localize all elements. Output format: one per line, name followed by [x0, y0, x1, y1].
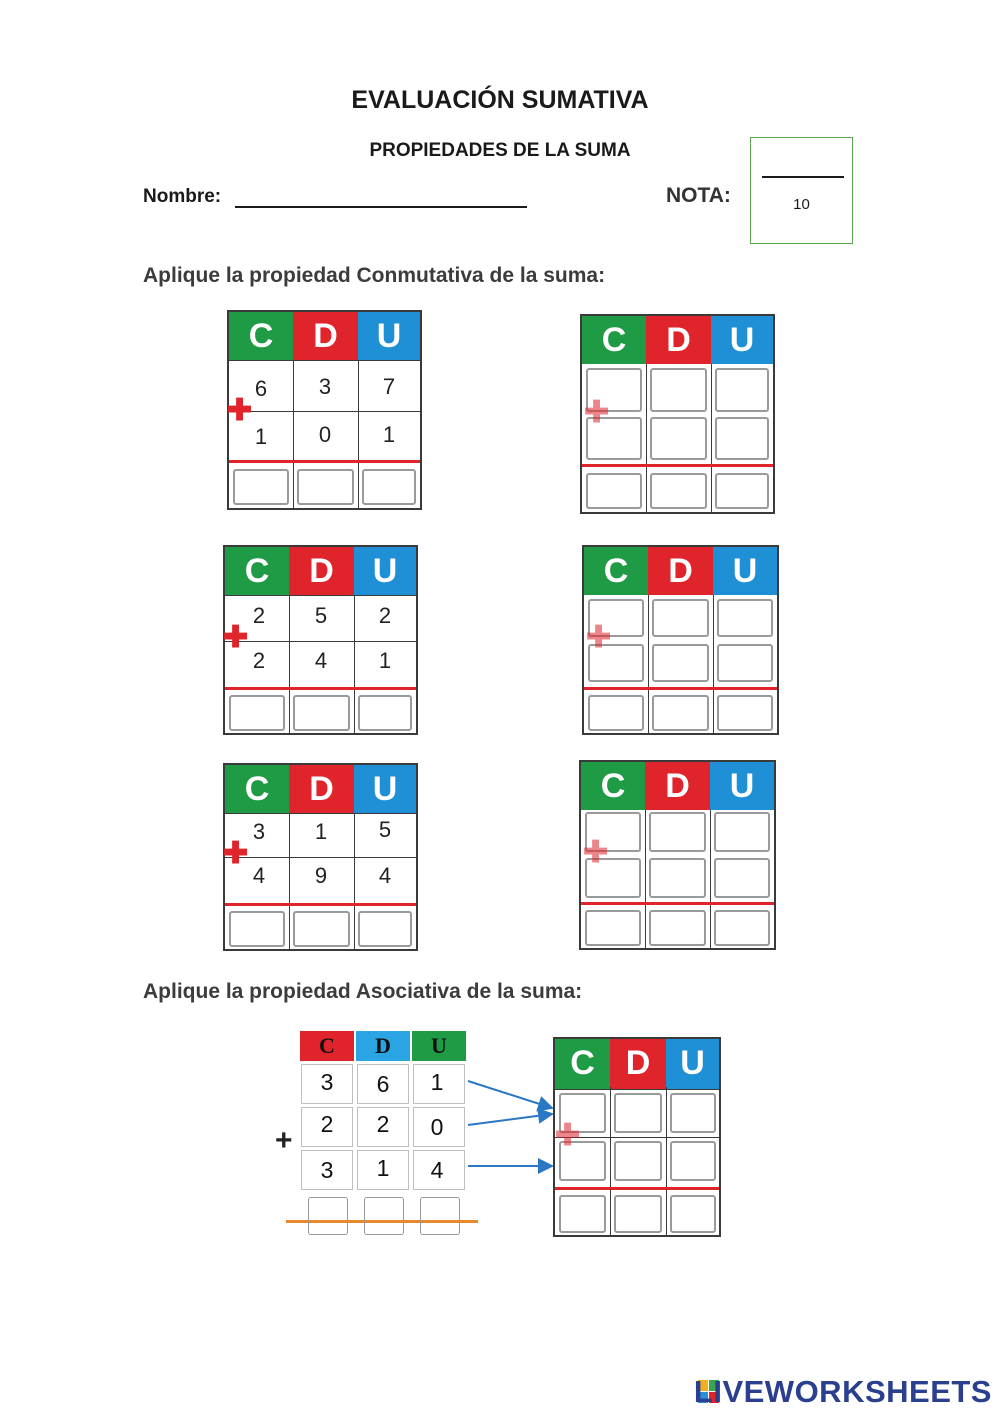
answer-box[interactable] [297, 469, 354, 505]
col-header-u: U [713, 547, 777, 595]
answer-box[interactable] [717, 695, 773, 731]
answer-box[interactable] [714, 858, 770, 898]
asociativa-answer-grid [553, 1037, 721, 1237]
answer-box[interactable] [670, 1141, 716, 1181]
digit-cell: 1 [378, 648, 392, 673]
answer-box[interactable] [715, 473, 769, 509]
col-header-d: D [645, 762, 710, 810]
exercise-1-given-grid [227, 310, 422, 510]
answer-box[interactable] [650, 473, 707, 509]
col-header-d: D [289, 765, 354, 813]
answer-box[interactable] [614, 1093, 662, 1133]
asociativa-given-grid [300, 1031, 466, 1239]
association-arrows [460, 1070, 560, 1180]
digit-cell: 1 [430, 1069, 444, 1095]
answer-box[interactable] [670, 1195, 716, 1233]
exercise-2-answer-grid [582, 545, 779, 735]
digit-cell: 7 [382, 374, 396, 399]
nota-box [750, 137, 853, 244]
exercise-3-given-grid [223, 763, 418, 951]
digit-cell: 4 [378, 863, 392, 888]
answer-box[interactable] [420, 1197, 460, 1235]
col-header-d: D [610, 1039, 666, 1089]
answer-box[interactable] [586, 473, 642, 509]
digit-cell: 6 [254, 376, 268, 401]
answer-box[interactable] [293, 911, 350, 947]
section-conmutativa-title: Aplique la propiedad Conmutativa de la suma: [143, 264, 606, 287]
answer-box[interactable] [364, 1197, 404, 1235]
col-header-d: D [648, 547, 713, 595]
answer-box[interactable] [233, 469, 289, 505]
answer-box[interactable] [650, 417, 707, 460]
plus-icon: ✚ [584, 396, 610, 429]
digit-cell: 2 [378, 603, 392, 628]
col-header-u: U [354, 765, 416, 813]
digit-cell: 1 [376, 1155, 390, 1181]
answer-box[interactable] [358, 911, 412, 947]
answer-box[interactable] [652, 644, 709, 682]
col-header-u: U [358, 312, 420, 360]
page-title: EVALUACIÓN SUMATIVA [351, 86, 649, 114]
answer-box[interactable] [715, 368, 769, 412]
brand-wordmark: LIVEWORKSHEETS [693, 1374, 992, 1409]
answer-box[interactable] [670, 1093, 716, 1133]
digit-cell: 5 [314, 603, 328, 628]
col-header-u: U [412, 1031, 466, 1061]
answer-box[interactable] [559, 1195, 606, 1233]
col-header-u: U [711, 316, 773, 364]
col-header-c: C [229, 312, 293, 360]
exercise-3-answer-grid [579, 760, 776, 950]
digit-cell: 3 [320, 1069, 334, 1095]
answer-box[interactable] [714, 812, 770, 852]
col-header-c: C [555, 1039, 610, 1089]
digit-cell: 1 [254, 424, 268, 449]
plus-icon: ✚ [586, 621, 612, 654]
digit-cell: 1 [314, 819, 328, 844]
answer-box[interactable] [358, 695, 412, 731]
digit-cell: 3 [320, 1157, 334, 1183]
answer-box[interactable] [293, 695, 350, 731]
plus-icon: ✚ [583, 836, 609, 869]
answer-box[interactable] [362, 469, 416, 505]
name-input-line[interactable] [235, 206, 527, 208]
col-header-c: C [582, 316, 646, 364]
col-header-u: U [666, 1039, 719, 1089]
col-header-u: U [710, 762, 774, 810]
col-header-c: C [225, 765, 289, 813]
digit-cell: 2 [252, 603, 266, 628]
answer-box[interactable] [714, 910, 770, 946]
digit-cell: 4 [252, 863, 266, 888]
digit-cell: 3 [252, 819, 266, 844]
digit-cell: 9 [314, 863, 328, 888]
digit-cell: 6 [376, 1071, 390, 1097]
col-header-c: C [300, 1031, 354, 1061]
answer-box[interactable] [229, 695, 285, 731]
answer-box[interactable] [585, 910, 641, 946]
digit-cell: 2 [320, 1111, 334, 1137]
answer-box[interactable] [588, 695, 644, 731]
page-subtitle: PROPIEDADES DE LA SUMA [369, 140, 631, 161]
answer-box[interactable] [614, 1195, 662, 1233]
answer-box[interactable] [649, 910, 706, 946]
col-header-c: C [225, 547, 289, 595]
digit-cell: 4 [314, 648, 328, 673]
plus-icon: ✚ [555, 1119, 581, 1152]
answer-box[interactable] [715, 417, 769, 460]
digit-cell: 4 [430, 1157, 444, 1183]
digit-cell: 2 [376, 1111, 390, 1137]
answer-box[interactable] [717, 599, 773, 637]
plus-icon: ✚ [223, 621, 249, 654]
nota-label: NOTA: [666, 184, 731, 207]
digit-cell: 0 [318, 422, 332, 447]
digit-cell: 3 [318, 374, 332, 399]
digit-cell: 0 [430, 1114, 444, 1140]
answer-box[interactable] [229, 911, 285, 947]
digit-cell: 2 [252, 648, 266, 673]
nota-score-input[interactable] [762, 176, 844, 178]
col-header-c: C [581, 762, 645, 810]
exercise-1-answer-grid [580, 314, 775, 514]
col-header-d: D [646, 316, 711, 364]
col-header-c: C [584, 547, 648, 595]
digit-cell: 5 [378, 817, 392, 842]
answer-box[interactable] [717, 644, 773, 682]
answer-box[interactable] [650, 368, 707, 412]
nota-denominator: 10 [793, 196, 810, 213]
answer-box[interactable] [614, 1141, 662, 1181]
col-header-d: D [293, 312, 358, 360]
col-header-d: D [289, 547, 354, 595]
plus-sign: + [275, 1124, 293, 1157]
answer-box[interactable] [308, 1197, 348, 1235]
name-label: Nombre: [143, 186, 222, 207]
col-header-u: U [354, 547, 416, 595]
plus-icon: ✚ [227, 394, 253, 427]
answer-box[interactable] [649, 812, 706, 852]
answer-box[interactable] [652, 695, 709, 731]
answer-box[interactable] [649, 858, 706, 898]
digit-cell: 1 [382, 422, 396, 447]
col-header-d: D [356, 1031, 410, 1061]
section-asociativa-title: Aplique la propiedad Asociativa de la suma: [143, 980, 583, 1003]
answer-box[interactable] [652, 599, 709, 637]
plus-icon: ✚ [223, 837, 249, 870]
exercise-2-given-grid [223, 545, 418, 735]
